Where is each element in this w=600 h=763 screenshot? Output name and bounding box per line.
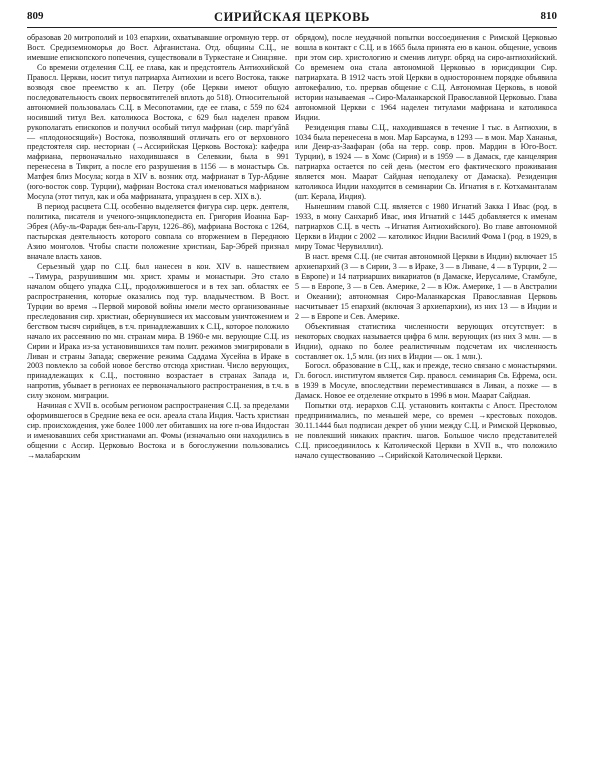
- right-column: [295, 33, 557, 461]
- paragraph: обрядом), после неудачной попытки воссоединения с Римской Церковью вошла в контакт с С.Ц. и в 1665 была принята ею в канон. общение, усвоив при этом сир. христологию и сменив литург. обряд на сиро-антиохийский. Со временем она стала автономной Церковью в юрисдикции Сир. патриархата. В 1912 часть этой Церкви в одностороннем порядке объявила автокефалию, т.о. прервав общение с С.Ц. Автономная Церковь, в новой истории называемая →Сиро-Маланкарской Православной Церковью. Глава автономной Церкви с 1964 наделен титулами мафриана и католикоса Индии.: [295, 33, 557, 122]
- paragraph: Богосл. образование в С.Ц., как и прежде, тесно связано с монастырями. Гл. богосл. институтом является Сир. правосл. семинария Св. Ефрема, осн. в 1939 в Мосуле, впоследствии переместившаяся в Ливан, а позже — в Дамаск. Новое ее отделение открыто в 1996 в мон. Маарат Сайдная.: [295, 361, 557, 401]
- paragraph: В период расцвета С.Ц. особенно выделяется фигура сир. церк. деятеля, политика, писателя и ученого-энциклопедиста еп. Григория Иоанна Бар-Эбрея (Абу-ль-Фарадж бен-аль-Гарун, 1226–86), мафриана Востока с 1264, пастырская деятельность которого совпала со вторжением в Переднюю Азию монголов. Чтобы спасти положение христиан, Бар-Эбрей признал вначале власть ханов.: [27, 202, 289, 261]
- running-title: СИРИЙСКАЯ ЦЕРКОВЬ: [213, 10, 371, 24]
- page-number-left: 809: [27, 10, 44, 22]
- page-number-right: 810: [540, 10, 557, 22]
- paragraph: образовав 20 митрополий и 103 епархии, охватывавшие огромную терр. от Вост. Средиземноморья до Вост. Афганистана. Отд. общины С.Ц., не имевшие епископского попечения, существовали в Туркестане и Синцзяне.: [27, 33, 289, 62]
- paragraph: Начиная с XVII в. особым регионом распространения С.Ц. за пределами оформившегося в Средние века ее осн. ареала стала Индия. Часть христиан сир. происхождения, уже более 1000 лет обитавших на юге п-ова Индостан и именовавших себя христианами ап. Фомы (изначально они находились в общении с Ассир. Церковью Востока и в богослужении пользовались →малабарским: [27, 401, 289, 461]
- header-rule: [27, 27, 557, 28]
- paragraph: Попытки отд. иерархов С.Ц. установить контакты с Апост. Престолом предпринимались, по меньшей мере, со времен →крестовых походов. 30.11.1444 был подписан декрет об унии между С.Ц. и Римской Церковью, не повлекший никаких практич. шагов. Большое число представителей С.Ц. присоединилось к Католической Церкви в XVII в., что положило начало существованию →Сирийской Католической Церкви.: [295, 401, 557, 461]
- left-column: [27, 33, 289, 461]
- paragraph: Резиденция главы С.Ц., находившаяся в течение I тыс. в Антиохии, в 1034 была перенесена в мон. Мар Барсаума, в 1293 — в мон. Мар Хананья, или Деир-аз-Заафаран (оба на терр. совр. пров. Мардин в Юго-Вост. Турции), в 1924 — в Хомс (Сирия) и в 1959 — в Дамаск, где канцелярия патриарха остается по сей день (местом его фактического проживания является мон. Маарат Сайдная неподалеку от Дамаска). Резиденция католикоса Индии находится в семинарии Св. Игнатия в г. Котхаманталам (шт. Керала, Индия).: [295, 122, 557, 202]
- paragraph: В наст. время С.Ц. (не считая автономной Церкви в Индии) включает 15 архиепархий (3 — в Сирии, 3 — в Ираке, 3 — в Ливане, 4 — в Турции, 2 — в Европе) и 14 патриарших викариатов (в Дамаске, Иерусалиме, Стамбуле, 5 — в Европе, 3 — в Сев. Америке, 2 — в Юж. Америке, 1 — в Австралии и Океании); автономная Сиро-Маланкарская Православная Церковь насчитывает 15 епархий (включая 3 архиепархии), из них 13 — в Индии и 2 — в Европе и Сев. Америке.: [295, 251, 557, 321]
- paragraph: Серьезный удар по С.Ц. был нанесен в кон. XIV в. нашествием →Тимура, разрушившим мн. христ. храмы и монастыри. Это стало началом общего упадка С.Ц., продолжившегося и в тех зап. областях ее распространения, которые оказались под тур. владычеством. В Вост. Турции во время →Первой мировой войны имели место организованные преследования сир. христиан, обернувшиеся их массовым уничтожением и бегством тысяч сирийцев, в т.ч. принадлежавших к С.Ц., которое положило начало их рассеянию по мн. странам мира. В 1960-е мн. верующие С.Ц. из Сирии и Ирака из-за установившихся там полит. режимов эмигрировали в Ливан и страны Запада; свержение режима Саддама Хусейна в Ираке в 2003 повлекло за собой новое бегство отсюда христиан. Число верующих, принадлежащих к С.Ц., постоянно возрастает в странах Запада и, напротив, убывает в регионах ее первоначального распространения, в т.ч. в силу эконом. миграции.: [27, 261, 289, 401]
- paragraph: Объективная статистика численности верующих отсутствует: в некоторых сводках называется цифра 6 млн. верующих (из них 3 млн. — в Индии), однако по более реалистичным подсчетам их численность составляет ок. 1,5 млн. (из них в Индии — ок. 1 млн.).: [295, 321, 557, 361]
- paragraph: Со времени отделения С.Ц. ее глава, как и предстоятель Антиохийской Правосл. Церкви, носит титул патриарха Антиохии и всего Востока, также возводя свое преемство к ап. Петру (обе Церкви имеют общую последовательность своих первосвятителей вплоть до 518). Относительной автономией пользовалась С.Ц. в Месопотамии, где ее глава, с 559 по 624 носивший титул Вел. католикоса Востока, с 629 был наделен правом рукополагать епископов и получил особый титул мафриан (сир. mapr'yânâ — «плодоносящий») Востока, позволявший отличать его от верховного предстоятеля сир. несториан (→Ассирийская Церковь Востока): кафедра мафриана, первоначально находившаяся в Селевкии, была в 991 перенесена в Тикрит, а после его разрушения в 1156 — в монастырь Св. Матфея близ Мосула; когда в XIV в. возник отд. мафрианат в Тур-Абдине (юго-восток совр. Турции), мафриан Востока стал именоваться мафрианом Мосула (этот титул, как и оба мафрианата, упразднен в сер. XIX в.).: [27, 62, 289, 202]
- paragraph: Нынешним главой С.Ц. является с 1980 Игнатий Закка I Ивас (род. в 1933, в мону Санхариб Ивас, имя Игнатий с 1445 добавляется к именам патриархов С.Ц. в честь →Игнатия Антиохийского). Во главе автономной Церкви в Индии с 2002 — католикос Индии Василий Фома I (род. в 1929, в миру Томас Черувиллил).: [295, 202, 557, 252]
